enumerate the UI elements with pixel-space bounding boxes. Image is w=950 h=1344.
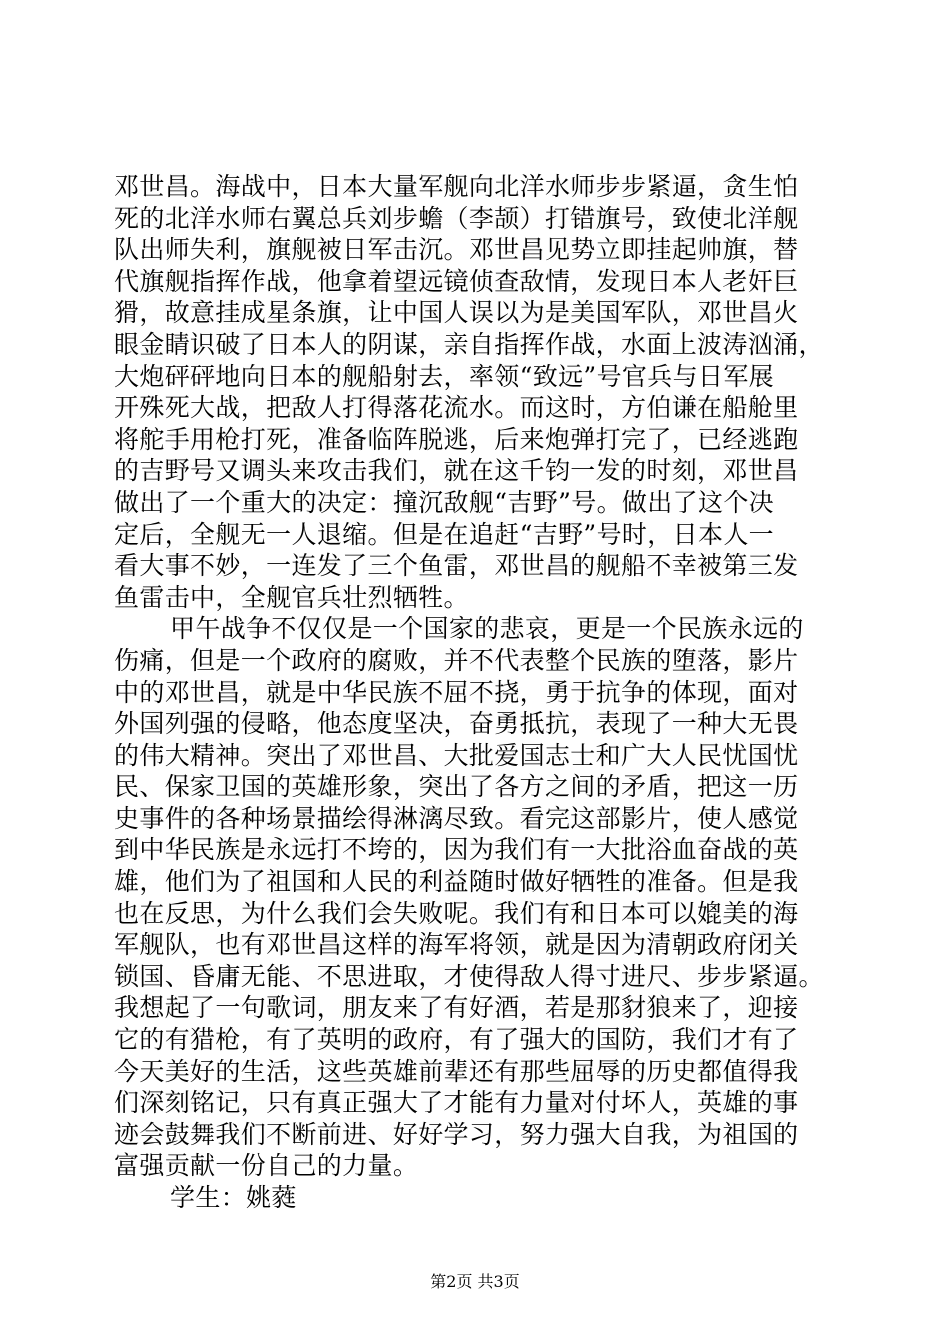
text-line: 眼金睛识破了日本人的阴谋，亲自指挥作战，水面上波涛汹涌， [114, 329, 824, 359]
text-line: 队出师失利，旗舰被日军击沉。邓世昌见势立即挂起帅旗，替 [114, 235, 799, 265]
text-line: 开殊死大战，把敌人打得落花流水。而这时，方伯谦在船舱里 [114, 393, 799, 423]
text-line: 军舰队，也有邓世昌这样的海军将领，就是因为清朝政府闭关 [114, 930, 799, 960]
text-line: 将舵手用枪打死，准备临阵脱逃，后来炮弹打完了，已经逃跑 [114, 424, 799, 454]
text-line: 外国列强的侵略，他态度坚决，奋勇抵抗，表现了一种大无畏 [114, 709, 799, 739]
text-line: 看大事不妙，一连发了三个鱼雷，邓世昌的舰船不幸被第三发 [114, 551, 799, 581]
text-line: 史事件的各种场景描绘得淋漓尽致。看完这部影片，使人感觉 [114, 803, 799, 833]
text-line: 迹会鼓舞我们不断前进、好好学习，努力强大自我，为祖国的 [114, 1119, 799, 1149]
text-line: 做出了一个重大的决定：撞沉敌舰“吉野”号。做出了这个决 [114, 487, 775, 517]
text-line: 民、保家卫国的英雄形象，突出了各方之间的矛盾，把这一历 [114, 772, 799, 802]
text-line: 到中华民族是永远打不垮的，因为我们有一大批浴血奋战的英 [114, 835, 799, 865]
text-line: 锁国、昏庸无能、不思进取，才使得敌人得寸进尺、步步紧逼。 [114, 961, 824, 991]
text-line: 也在反思，为什么我们会失败呢。我们有和日本可以媲美的海 [114, 898, 799, 928]
text-line: 定后，全舰无一人退缩。但是在追赶“吉野”号时，日本人一 [114, 519, 775, 549]
text-line: 雄，他们为了祖国和人民的利益随时做好牺牲的准备。但是我 [114, 867, 799, 897]
text-line: 猾，故意挂成星条旗，让中国人误以为是美国军队，邓世昌火 [114, 298, 799, 328]
text-line: 我想起了一句歌词，朋友来了有好酒，若是那豺狼来了，迎接 [114, 993, 799, 1023]
body-text [114, 171, 842, 1214]
text-line: 邓世昌。海战中，日本大量军舰向北洋水师步步紧逼，贪生怕 [114, 172, 799, 201]
text-line: 的伟大精神。突出了邓世昌、大批爱国志士和广大人民忧国忧 [114, 740, 799, 770]
text-line: 大炮砰砰地向日本的舰船射去，率领“致远”号官兵与日军展 [114, 361, 775, 391]
page-number-footer: 第2页 共3页 [430, 1272, 520, 1291]
paragraph-start-line: 甲午战争不仅仅是一个国家的悲哀，更是一个民族永远的 [170, 614, 804, 644]
text-line: 的吉野号又调头来攻击我们，就在这千钧一发的时刻，邓世昌 [114, 456, 799, 486]
text-line: 中的邓世昌，就是中华民族不屈不挠，勇于抗争的体现，面对 [114, 677, 799, 707]
text-line: 富强贡献一份自己的力量。 [114, 1151, 419, 1181]
text-line: 它的有猎枪，有了英明的政府，有了强大的国防，我们才有了 [114, 1025, 799, 1055]
text-line: 鱼雷击中，全舰官兵壮烈牺牲。 [114, 582, 469, 612]
author-signature: 学生：姚蕤 [170, 1183, 297, 1212]
text-line: 伤痛，但是一个政府的腐败，并不代表整个民族的堕落，影片 [114, 645, 799, 675]
text-line: 今天美好的生活，这些英雄前辈还有那些屈辱的历史都值得我 [114, 1056, 799, 1086]
text-line: 代旗舰指挥作战，他拿着望远镜侦查敌情，发现日本人老奸巨 [114, 266, 799, 296]
text-line: 死的北洋水师右翼总兵刘步蟾（李颉）打错旗号，致使北洋舰 [114, 203, 799, 233]
text-line: 们深刻铭记，只有真正强大了才能有力量对付坏人，英雄的事 [114, 1088, 799, 1118]
